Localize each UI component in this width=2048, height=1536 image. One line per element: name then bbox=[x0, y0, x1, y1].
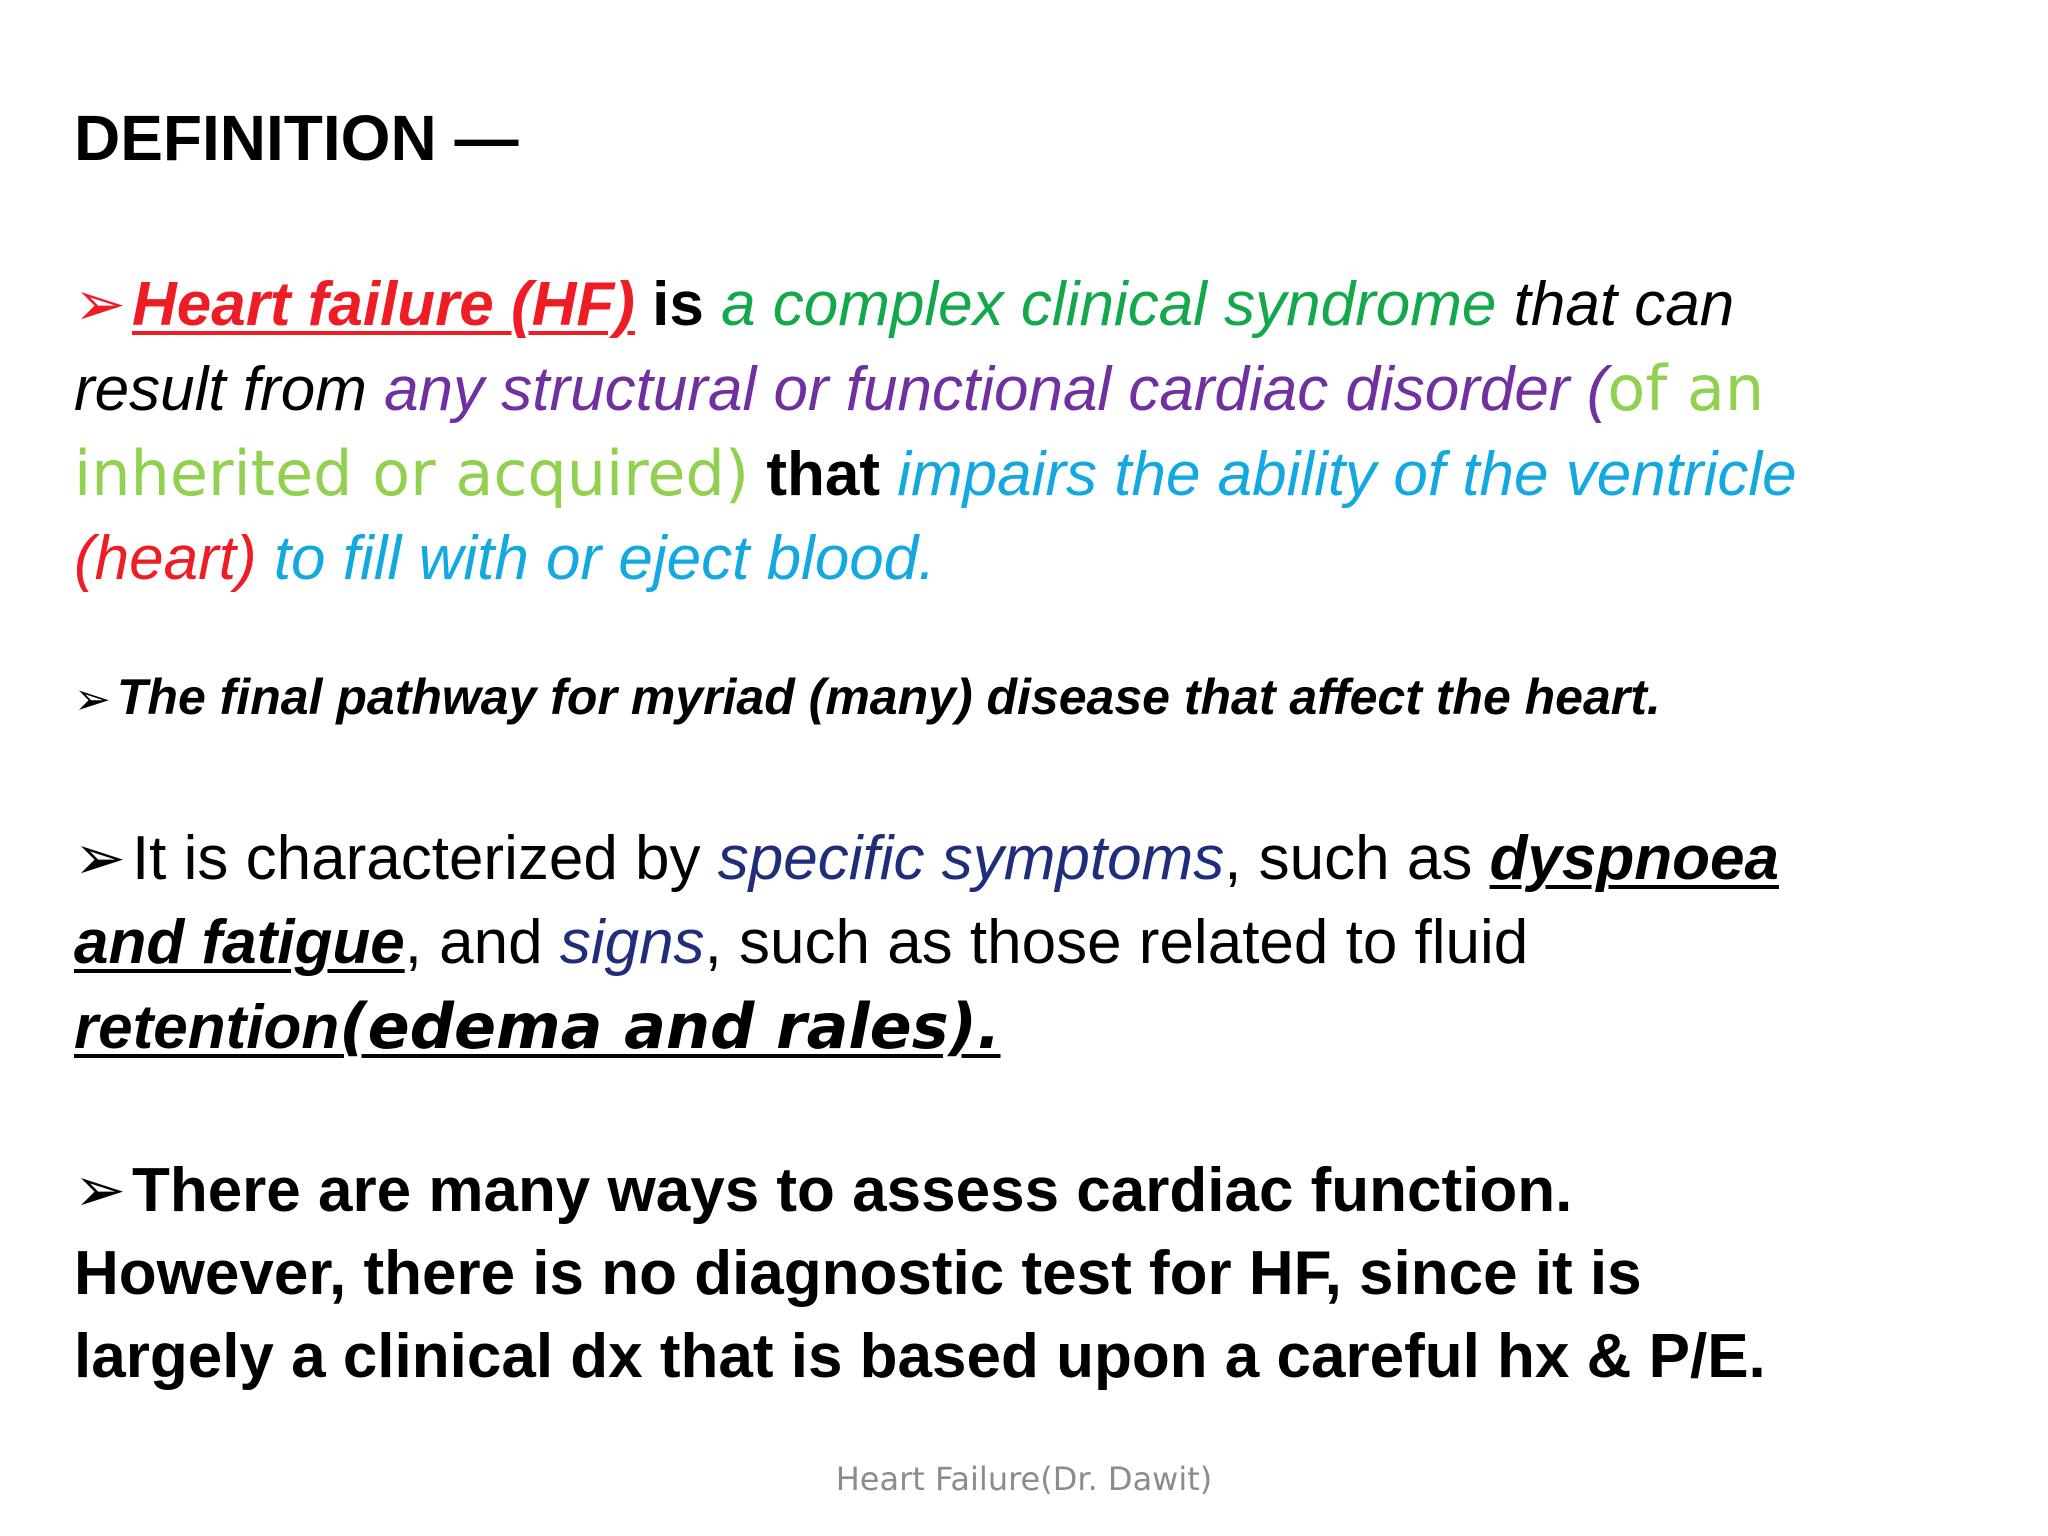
text-inherited: inherited or acquired) bbox=[74, 437, 750, 510]
slide-footer: Heart Failure(Dr. Dawit) bbox=[835, 1460, 1213, 1498]
text-assess-line3: largely a clinical dx that is based upon a careful hx & P/E. bbox=[74, 1322, 1766, 1391]
arrow-bullet-icon: ➢ bbox=[74, 821, 126, 894]
text-it-is: It is characterized by bbox=[131, 824, 718, 893]
text-edema-rales: (edema and rales). bbox=[339, 990, 1001, 1063]
slide-title: DEFINITION — bbox=[74, 102, 519, 174]
definition-point bbox=[74, 262, 2024, 601]
text-any-structural: any structural or functional cardiac disorder ( bbox=[384, 355, 1608, 424]
text-assess-line2: However, there is no diagnostic test for HF, since it is bbox=[74, 1239, 1642, 1308]
text-line bbox=[74, 901, 2024, 985]
text-line bbox=[74, 517, 2024, 601]
arrow-bullet-icon: ➢ bbox=[74, 1153, 126, 1226]
text-complex: a complex clinical syndrome bbox=[721, 270, 1497, 339]
text-to-fill: to fill with or eject blood. bbox=[256, 524, 936, 593]
text-result-from: result from bbox=[74, 355, 385, 424]
text-such-as: , such as bbox=[1224, 824, 1490, 893]
text-and-fatigue: and fatigue bbox=[74, 908, 405, 977]
text-that: that bbox=[749, 440, 898, 509]
text-assess-line1: There are many ways to assess cardiac function. bbox=[131, 1156, 1573, 1225]
text-of-an: of an bbox=[1607, 352, 1765, 425]
text-line bbox=[74, 816, 2024, 901]
text-signs: signs bbox=[559, 908, 705, 977]
text-is: is bbox=[634, 270, 722, 339]
text-line bbox=[74, 432, 2024, 517]
assess-point bbox=[74, 1148, 2024, 1398]
text-such-as-fluid: , such as those related to fluid bbox=[704, 908, 1529, 977]
text-heart: (heart) bbox=[74, 524, 257, 593]
text-that-can: that can bbox=[1496, 270, 1735, 339]
text-line bbox=[74, 664, 2024, 733]
text-and: , and bbox=[404, 908, 560, 977]
text-impairs: impairs the ability of the ventricle bbox=[897, 440, 1797, 509]
text-line bbox=[74, 347, 2024, 432]
arrow-bullet-icon: ➢ bbox=[74, 267, 126, 340]
text-line bbox=[74, 262, 2024, 347]
text-line bbox=[74, 985, 2024, 1070]
arrow-bullet-icon: ➢ bbox=[74, 674, 111, 725]
text-specific-symptoms: specific symptoms bbox=[717, 824, 1225, 893]
pathway-point bbox=[74, 664, 2024, 733]
characterized-point bbox=[74, 816, 2024, 1070]
hf-term: Heart failure (HF) bbox=[131, 270, 635, 339]
text-retention: retention bbox=[74, 993, 340, 1062]
text-line bbox=[74, 1148, 2024, 1232]
text-dyspnoea: dyspnoea bbox=[1489, 824, 1779, 893]
text-final-pathway: The final pathway for myriad (many) disease that affect the heart. bbox=[116, 669, 1661, 725]
